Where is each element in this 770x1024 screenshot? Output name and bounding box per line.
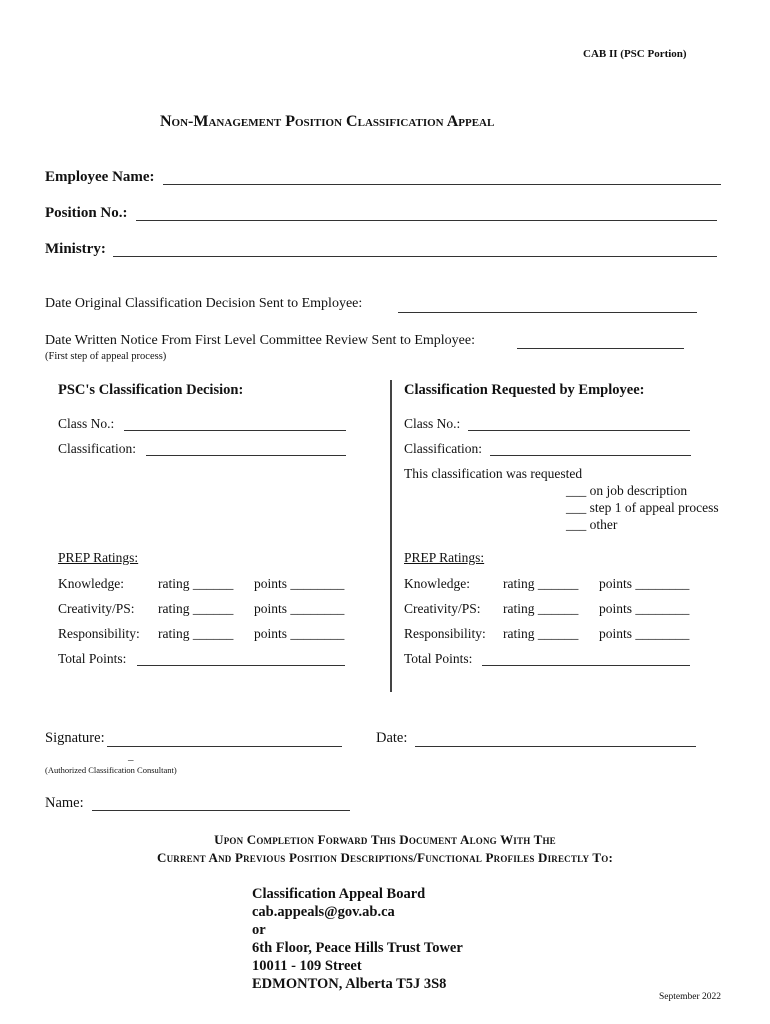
option-other[interactable]: ___ other <box>566 517 618 532</box>
name-field[interactable] <box>92 810 350 811</box>
emp-creativity-points[interactable]: points ________ <box>599 601 690 616</box>
emp-creativity-rating[interactable]: rating ______ <box>503 601 579 616</box>
date-original-field[interactable] <box>398 312 697 313</box>
name-label: Name: <box>45 795 84 811</box>
consultant-note: (Authorized Classification Consultant) <box>45 765 177 775</box>
position-no-field[interactable] <box>136 220 717 221</box>
emp-class-no-field[interactable] <box>468 430 690 431</box>
address-city: EDMONTON, Alberta T5J 3S8 <box>252 976 447 992</box>
psc-responsibility-label: Responsibility: <box>58 626 140 641</box>
emp-total-field[interactable] <box>482 665 690 666</box>
psc-classification-label: Classification: <box>58 441 136 456</box>
date-written-label: Date Written Notice From First Level Committee Review Sent to Employee: <box>45 333 475 348</box>
emp-responsibility-label: Responsibility: <box>404 626 486 641</box>
psc-total-label: Total Points: <box>58 651 127 666</box>
psc-total-field[interactable] <box>137 665 345 666</box>
emp-responsibility-rating[interactable]: rating ______ <box>503 626 579 641</box>
requested-intro: This classification was requested <box>404 466 583 481</box>
address-org: Classification Appeal Board <box>252 886 426 902</box>
employee-heading: Classification Requested by Employee: <box>404 382 645 398</box>
date-field[interactable] <box>415 746 696 747</box>
emp-prep-heading: PREP Ratings: <box>404 550 485 565</box>
ministry-field[interactable] <box>113 256 717 257</box>
address-street: 10011 - 109 Street <box>252 958 362 974</box>
footer-date: September 2022 <box>659 992 722 1002</box>
psc-creativity-label: Creativity/PS: <box>58 601 135 616</box>
psc-class-no-field[interactable] <box>124 430 346 431</box>
instructions-line2: Current And Previous Position Descriptions/Functional Profiles Directly To: <box>157 850 613 865</box>
psc-classification-field[interactable] <box>146 455 346 456</box>
address-email[interactable]: cab.appeals@gov.ab.ca <box>252 904 395 920</box>
psc-class-no-label: Class No.: <box>58 416 115 431</box>
first-step-note: (First step of appeal process) <box>45 351 167 362</box>
column-divider <box>390 380 392 692</box>
signature-field[interactable] <box>107 746 342 747</box>
emp-class-no-label: Class No.: <box>404 416 461 431</box>
address-or: or <box>252 922 266 938</box>
employee-name-field[interactable] <box>163 184 721 185</box>
date-label: Date: <box>376 730 408 746</box>
date-written-field[interactable] <box>517 348 684 349</box>
employee-name-label: Employee Name: <box>45 169 155 185</box>
psc-knowledge-rating[interactable]: rating ______ <box>158 576 234 591</box>
address-floor: 6th Floor, Peace Hills Trust Tower <box>252 940 463 956</box>
emp-creativity-label: Creativity/PS: <box>404 601 481 616</box>
page-title: Non-Management Position Classification Appeal <box>160 113 495 130</box>
emp-classification-label: Classification: <box>404 441 482 456</box>
emp-knowledge-rating[interactable]: rating ______ <box>503 576 579 591</box>
psc-creativity-points[interactable]: points ________ <box>254 601 345 616</box>
date-original-label: Date Original Classification Decision Sent to Employee: <box>45 296 363 311</box>
option-step1-appeal[interactable]: ___ step 1 of appeal process <box>566 500 719 515</box>
psc-prep-heading: PREP Ratings: <box>58 550 139 565</box>
emp-knowledge-label: Knowledge: <box>404 576 470 591</box>
emp-total-label: Total Points: <box>404 651 473 666</box>
instructions-line1: Upon Completion Forward This Document Along With The <box>214 832 556 847</box>
emp-classification-field[interactable] <box>490 455 691 456</box>
psc-heading: PSC's Classification Decision: <box>58 382 244 398</box>
psc-responsibility-points[interactable]: points ________ <box>254 626 345 641</box>
position-no-label: Position No.: <box>45 205 128 221</box>
emp-responsibility-points[interactable]: points ________ <box>599 626 690 641</box>
psc-responsibility-rating[interactable]: rating ______ <box>158 626 234 641</box>
form-code: CAB II (PSC Portion) <box>583 48 687 60</box>
option-job-description[interactable]: ___ on job description <box>566 483 688 498</box>
psc-creativity-rating[interactable]: rating ______ <box>158 601 234 616</box>
ministry-label: Ministry: <box>45 241 106 257</box>
signature-label: Signature: <box>45 730 105 746</box>
signature-dash: _ <box>128 750 134 762</box>
psc-knowledge-label: Knowledge: <box>58 576 124 591</box>
emp-knowledge-points[interactable]: points ________ <box>599 576 690 591</box>
psc-knowledge-points[interactable]: points ________ <box>254 576 345 591</box>
